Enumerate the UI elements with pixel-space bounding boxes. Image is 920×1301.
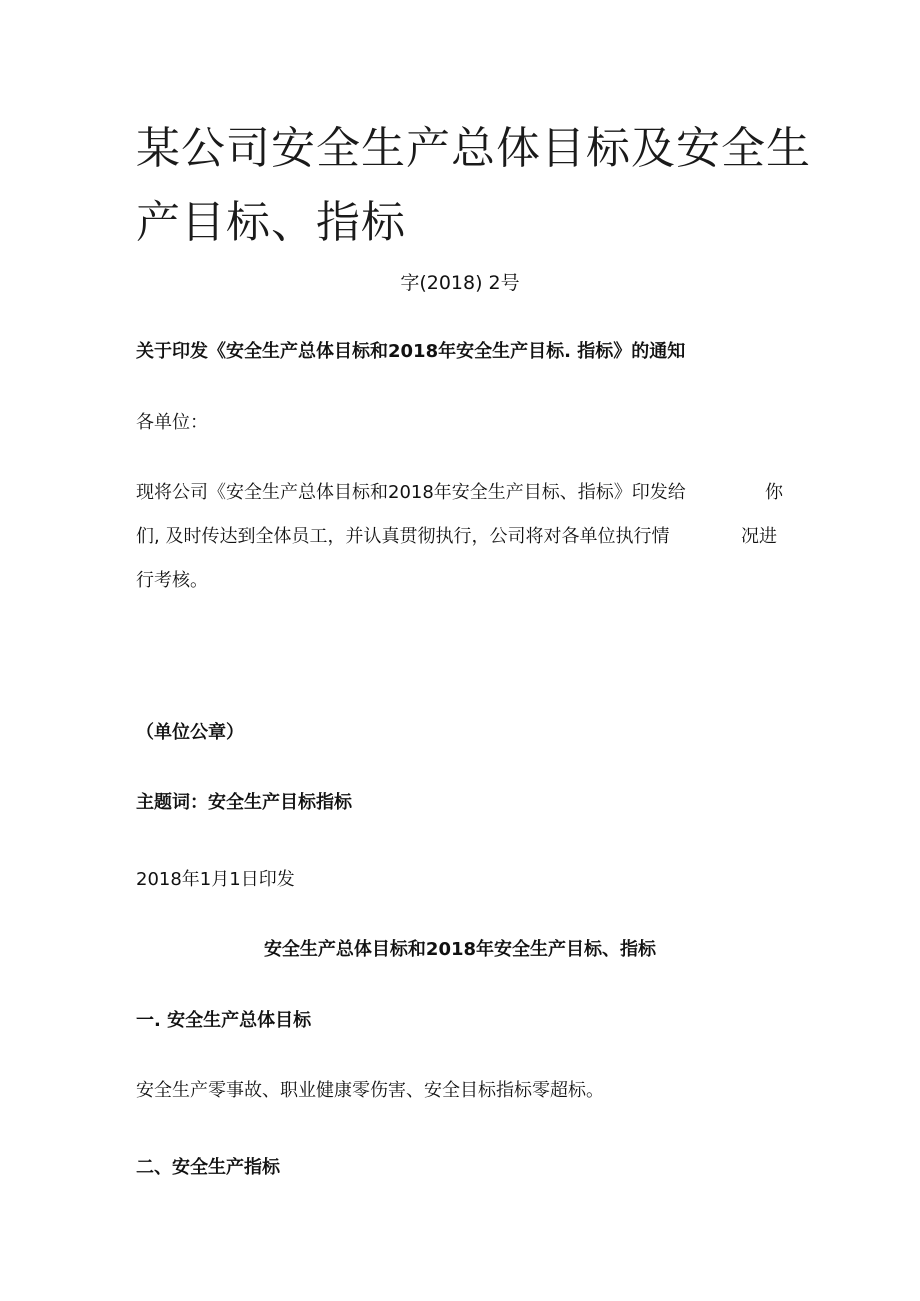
overall-goal-text: 安全生产零事故、职业健康零伤害、安全目标指标零超标。 <box>136 1080 604 1101</box>
issue-date: 2018年1月1日印发 <box>136 869 295 890</box>
body-line-2 <box>136 524 796 550</box>
body-line-2-text: 们, 及时传达到全体员工，并认真贯彻执行，公司将对各单位执行情 <box>136 526 670 547</box>
body-line-1-text: 现将公司《安全生产总体目标和2018年安全生产目标、指标》印发给 <box>136 482 686 503</box>
notice-title: 关于印发《安全生产总体目标和2018年安全生产目标. 指标》的通知 <box>136 341 686 362</box>
title-line-1: 某公司安全生产总体目标及安全生 <box>136 123 811 174</box>
body-line-2-end: 况进 <box>741 526 777 547</box>
body-paragraph <box>136 480 796 612</box>
body-line-1-end: 你 <box>765 482 783 503</box>
document-number: 字(2018) 2号 <box>400 272 520 294</box>
title-line-2: 产目标、指标 <box>136 197 406 248</box>
body-line-1 <box>136 480 796 506</box>
seal-placeholder: （单位公章） <box>136 722 244 743</box>
salutation: 各单位： <box>136 412 208 433</box>
body-line-3 <box>136 568 796 594</box>
heading-overall-goal: 一. 安全生产总体目标 <box>136 1010 312 1031</box>
keywords: 主题词：安全生产目标指标 <box>136 792 352 813</box>
body-line-3-text: 行考核。 <box>136 570 208 591</box>
document-title <box>136 112 811 260</box>
section-title: 安全生产总体目标和2018年安全生产目标、指标 <box>263 939 657 960</box>
heading-safety-indicators: 二、安全生产指标 <box>136 1157 280 1178</box>
